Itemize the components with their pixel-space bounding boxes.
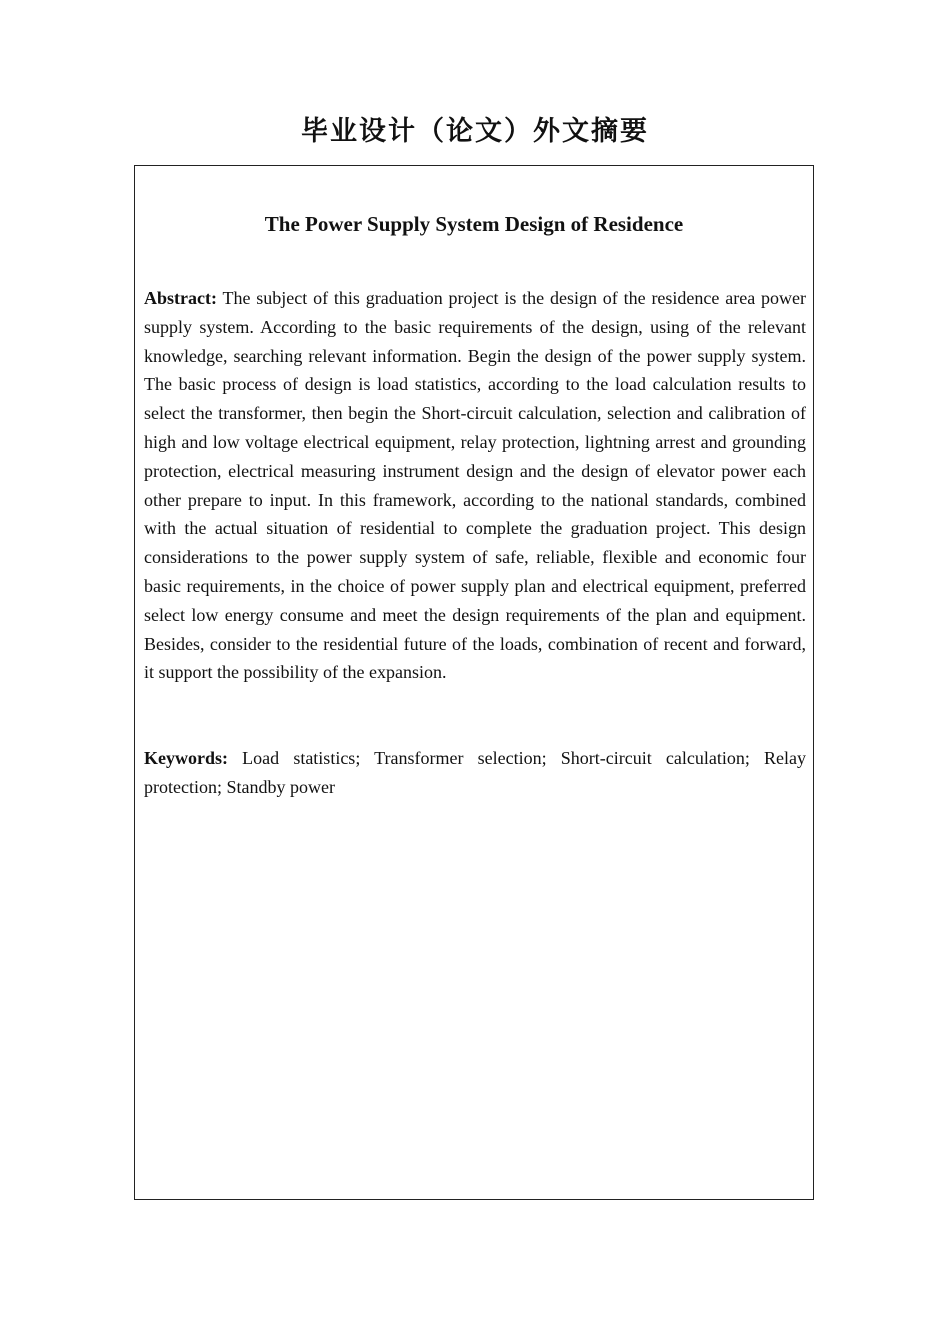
keywords-text: Load statistics; Transformer selection; Short-circuit calculation; Relay protection; Standby power xyxy=(144,748,807,797)
abstract-label: Abstract: xyxy=(144,288,217,308)
abstract-frame xyxy=(134,165,814,1200)
page-heading: 毕业设计（论文）外文摘要 xyxy=(301,116,649,147)
keywords-label: Keywords: xyxy=(144,748,228,768)
abstract-text: The subject of this graduation project is the design of the residence area power supply system. According to the basic requirements of the design, using of the relevant knowledge, searching relevant information. Begin the design of the power supply system. The basic process of design is load statistics, according to the load calculation results to select the transformer, then begin the Short-circuit calculation, selection and calibration of high and low voltage electrical equipment, relay protection, lightning arrest and grounding protection, electrical measuring instrument design and the design of elevator power each other prepare to input. In this framework, according to the national standards, combined with the actual situation of residential to complete the graduation project. This design considerations to the power supply system of safe, reliable, flexible and economic four basic requirements, in the choice of power supply plan and electrical equipment, preferred select low energy consume and meet the design requirements of the plan and equipment. Besides, consider to the residential future of the loads, combination of recent and forward, it support the possibility of the expansion. xyxy=(144,288,806,683)
abstract-paragraph xyxy=(144,284,806,687)
keywords-paragraph xyxy=(144,744,806,802)
paper-title: The Power Supply System Design of Residence xyxy=(264,212,684,236)
